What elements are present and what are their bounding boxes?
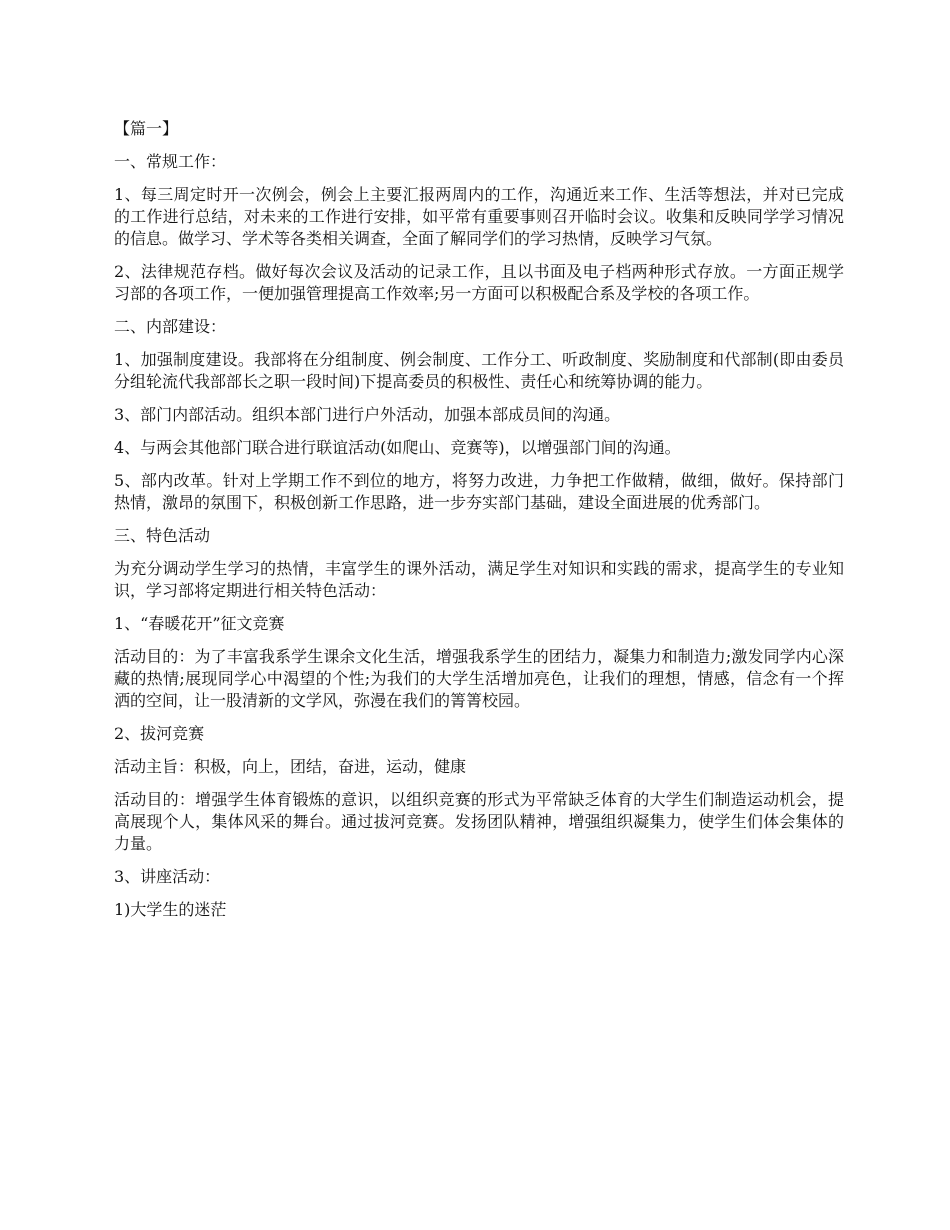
paragraph-internal-1: 1、加强制度建设。我部将在分组制度、例会制度、工作分工、听政制度、奖励制度和代部制(即由委员分组轮流代我部部长之职一段时间)下提高委员的积极性、责任心和统筹协调的能力。	[114, 350, 844, 391]
paragraph-special-intro: 为充分调动学生学习的热情，丰富学生的课外活动，满足学生对知识和实践的需求，提高学生的专业知识，学习部将定期进行相关特色活动：	[114, 559, 844, 600]
heading-routine-work: 一、常规工作：	[114, 152, 227, 171]
heading-special-activities: 三、特色活动	[114, 526, 211, 545]
paragraph-routine-2: 2、法律规范存档。做好每次会议及活动的记录工作，且以书面及电子档两种形式存放。一方面正规学习部的各项工作，一便加强管理提高工作效率;另一方面可以积极配合系及学校的各项工作。	[114, 262, 844, 303]
heading-internal-building: 二、内部建设：	[114, 317, 227, 336]
heading-essay-contest: 1、“春暖花开”征文竞赛	[114, 614, 285, 633]
paragraph-essay-purpose: 活动目的：为了丰富我系学生课余文化生活，增强我系学生的团结力，凝集力和制造力;激发同学内心深藏的热情;展现同学心中渴望的个性;为我们的大学生活增加亮色，让我们的理想，情感，信念有一个挥洒的空间，让一股清新的文学风，弥漫在我们的箐箐校园。	[114, 647, 844, 710]
document-body	[114, 118, 844, 932]
paragraph-tug-theme: 活动主旨：积极，向上，团结，奋进，运动，健康	[114, 757, 467, 776]
heading-tug-of-war: 2、拔河竞赛	[114, 724, 205, 743]
heading-lectures: 3、讲座活动：	[114, 867, 221, 886]
paragraph-internal-4: 4、与两会其他部门联合进行联谊活动(如爬山、竞赛等)，以增强部门间的沟通。	[114, 438, 681, 457]
paragraph-lecture-1: 1)大学生的迷茫	[114, 900, 227, 919]
paragraph-internal-3: 3、部门内部活动。组织本部门进行户外活动，加强本部成员间的沟通。	[114, 405, 621, 424]
paragraph-routine-1: 1、每三周定时开一次例会，例会上主要汇报两周内的工作，沟通近来工作、生活等想法，并对已完成的工作进行总结，对未来的工作进行安排，如平常有重要事则召开临时会议。收集和反映同学学习情况的信息。做学习、学术等各类相关调查，全面了解同学们的学习热情，反映学习气氛。	[114, 185, 844, 248]
section-title: 【篇一】	[114, 119, 179, 138]
paragraph-tug-purpose: 活动目的：增强学生体育锻炼的意识，以组织竞赛的形式为平常缺乏体育的大学生们制造运动机会，提高展现个人，集体风采的舞台。通过拔河竞赛。发扬团队精神，增强组织凝集力，使学生们体会集体的力量。	[114, 790, 844, 853]
paragraph-internal-5: 5、部内改革。针对上学期工作不到位的地方，将努力改进，力争把工作做精，做细，做好。保持部门热情，激昂的氛围下，积极创新工作思路，进一步夯实部门基础，建设全面进展的优秀部门。	[114, 471, 844, 512]
